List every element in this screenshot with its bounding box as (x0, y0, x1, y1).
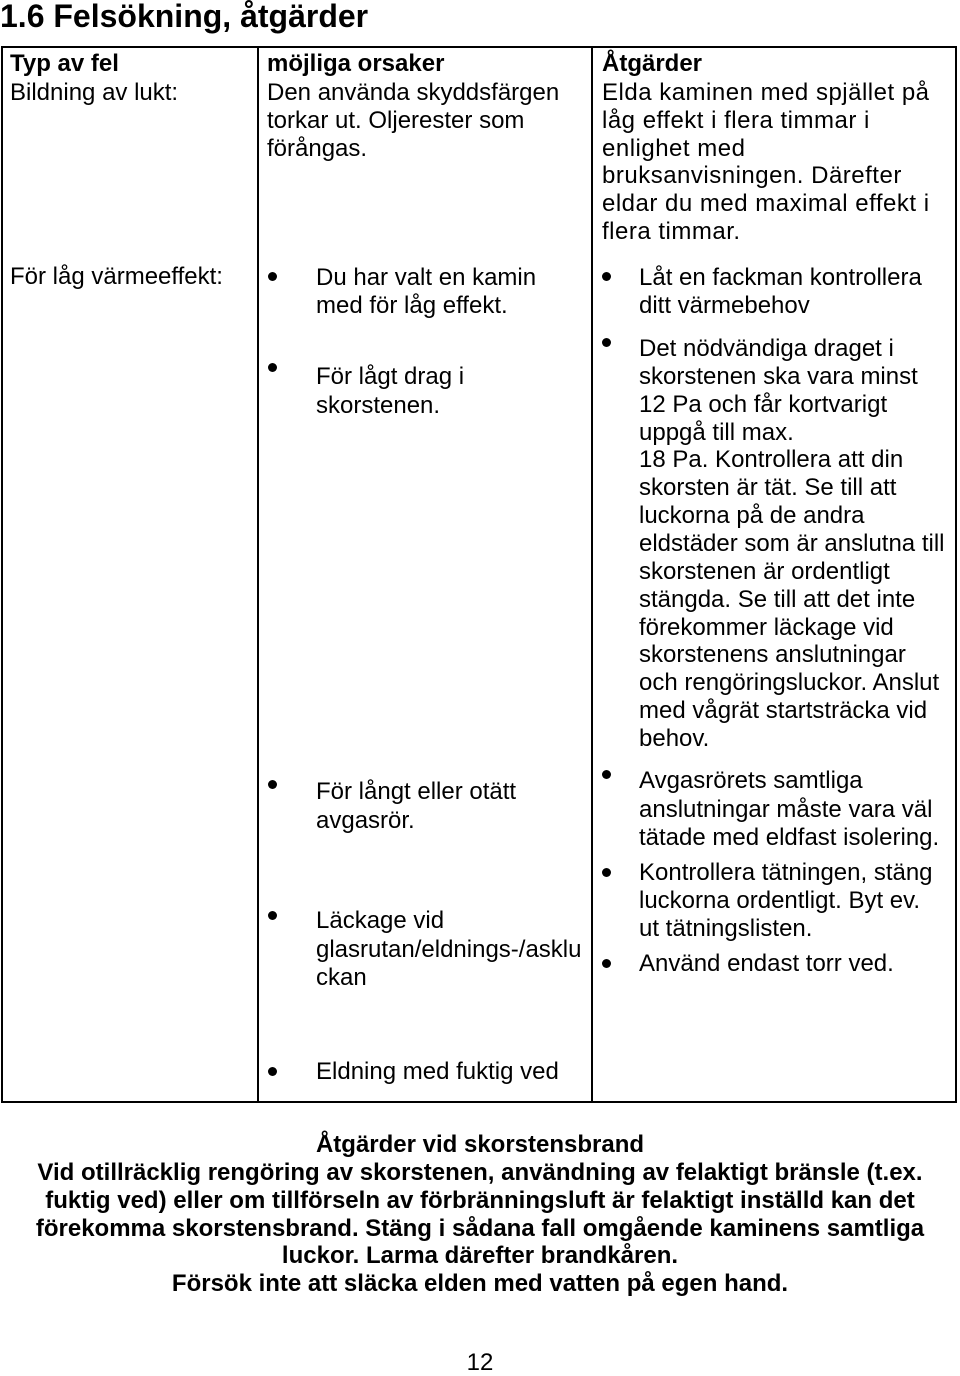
action-text: Elda kaminen med spjället på låg effekt i flera timmar i enlighet med bruksanvisningen. Därefter eldar du med maximal effekt i flera timmar. (602, 79, 930, 245)
fault-label: Bildning av lukt: (10, 79, 179, 106)
bullet-icon (602, 868, 611, 877)
notice-warning: Försök inte att släcka elden med vatten på egen hand. (171, 1270, 789, 1297)
bullet-icon (268, 363, 277, 372)
bullet-icon (268, 780, 277, 789)
table-column-divider (257, 46, 259, 1103)
fault-label: För låg värmeeffekt: (10, 263, 223, 290)
cause-list-item: Eldning med fuktig ved (316, 1058, 559, 1085)
action-list-item: Kontrollera tätningen, stäng luckorna ordentligt. Byt ev. ut tätningslisten. (639, 859, 933, 942)
notice-body: Vid otillräcklig rengöring av skorstenen, användning av felaktigt bränsle (t.ex. fuktig ved) eller om tillförseln av förbränningsluft är felaktigt inställd kan det förekomma skorstensbrand. Stäng i sådana fall omgående kaminens samtliga luckor. Larma därefter brandkåren. (35, 1159, 925, 1270)
cause-text: Den använda skyddsfärgen torkar ut. Oljerester som förångas. (267, 79, 560, 162)
bullet-icon (602, 959, 611, 968)
cause-list-item: Du har valt en kamin med för låg effekt. (316, 264, 537, 319)
table-header-causes: möjliga orsaker (267, 50, 445, 77)
bullet-icon (602, 770, 611, 779)
table-column-divider (591, 46, 593, 1103)
table-header-fault: Typ av fel (10, 50, 119, 77)
cause-list-item: För långt eller otätt avgasrör. (316, 778, 517, 834)
action-list-item: Det nödvändiga draget i skorstenen ska vara minst 12 Pa och får kortvarigt uppgå till max. 18 Pa. Kontrollera att din skorsten är tät. Se till att luckorna på de andra eldstäder som är anslutna till skorstenen är ordentligt stängda. Se till att det inte förekommer läckage vid skorstenens anslutningar och rengöringsluckor. Anslut med vågrät startsträcka vid behov. (639, 335, 945, 753)
cause-list-item: Läckage vid glasrutan/eldnings-/asklu ckan (316, 907, 582, 991)
notice-heading: Åtgärder vid skorstensbrand (315, 1131, 645, 1158)
bullet-icon (268, 1067, 277, 1076)
bullet-icon (602, 272, 611, 281)
action-list-item: Låt en fackman kontrollera ditt värmebehov (639, 264, 922, 319)
table-header-actions: Åtgärder (602, 50, 703, 77)
action-list-item: Använd endast torr ved. (639, 950, 894, 977)
page-title: 1.6 Felsökning, åtgärder (0, 0, 369, 34)
bullet-icon (268, 911, 277, 920)
bullet-icon (268, 272, 277, 281)
action-list-item: Avgasrörets samtliga anslutningar måste vara väl tätade med eldfast isolering. (639, 767, 940, 851)
bullet-icon (602, 338, 611, 347)
cause-list-item: För lågt drag i skorstenen. (316, 363, 465, 419)
page-number: 12 (466, 1349, 494, 1376)
